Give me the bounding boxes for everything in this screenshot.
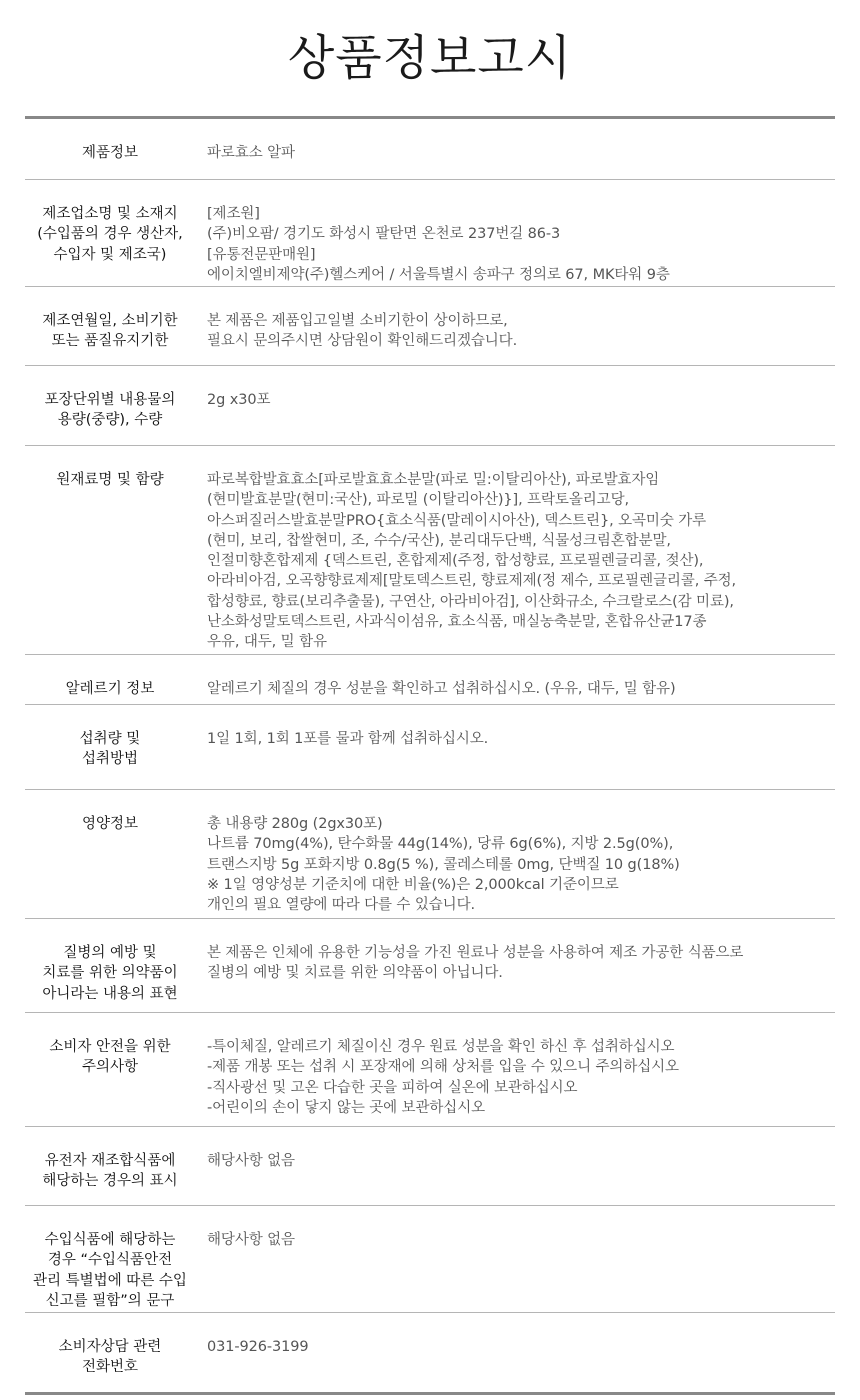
row-ingredients: [25, 446, 835, 655]
page-title: 상품정보고시: [287, 30, 573, 86]
row-label: 수입식품에 해당하는 경우 “수입식품안전 관리 특별법에 따른 수입 신고를 필함”의 문구: [33, 1232, 187, 1309]
row-label: 유전자 재조합식품에 해당하는 경우의 표시: [42, 1153, 178, 1190]
row-gmo: [25, 1127, 835, 1206]
row-label: 제품정보: [81, 145, 139, 161]
row-imported-food: [25, 1206, 835, 1313]
row-consumer-phone: [25, 1313, 835, 1395]
row-value: 알레르기 체질의 경우 성분을 확인하고 섭취하십시오. (우유, 대두, 밀 함유): [207, 681, 676, 697]
row-label: 섭취량 및 섭취방법: [79, 731, 141, 768]
row-label: 원재료명 및 함량: [56, 472, 164, 488]
row-value: 031-926-3199: [207, 1339, 309, 1355]
row-intake: [25, 705, 835, 790]
row-value: 해당사항 없음: [207, 1232, 295, 1248]
row-value: 파로효소 알파: [207, 145, 295, 161]
row-label: 포장단위별 내용물의 용량(중량), 수량: [44, 392, 176, 429]
row-label: 알레르기 정보: [65, 681, 155, 697]
row-label: 질병의 예방 및 치료를 위한 의약품이 아니라는 내용의 표현: [42, 945, 178, 1002]
row-manufacturer: [25, 180, 835, 287]
product-info-table: [25, 116, 835, 1395]
row-value: -특이체질, 알레르기 체질이신 경우 원료 성분을 확인 하신 후 섭취하십시오 -제품 개봉 또는 섭취 시 포장재에 의해 상처를 입을 수 있으니 주의하십시오 -직사광선 및 고온 다습한 곳을 피하여 실온에 보관하십시오 -어린이의 손이 닿지 않는 곳에 보관하십시오: [207, 1039, 679, 1116]
row-value: 파로복합발효효소[파로발효효소분말(파로 밀:이탈리아산), 파로발효자임 (현미발효분말(현미:국산), 파로밀 (이탈리아산)}], 프락토올리고당, 아스퍼질러스발효분말PRO{효소식품(말레이시아산), 덱스트린}, 오곡미숫 가루 (현미, 보리, 찹쌀현미, 조, 수수/국산), 분리대두단백, 식물성크림혼합분말, 인절미향혼합제제 {덱스트린, 혼합제제(주정, 합성향료, 프로필렌글리콜, 젖산), 아라비아검, 오곡향향료제제[말토덱스트린, 향료제제(정 제수, 프로필렌글리콜, 주정, 합성향료, 향료(보리추출물), 구연산, 아라비아검], 이산화규소, 수크랄로스(감 미료), 난소화성말토덱스트린, 사과식이섬유, 효소식품, 매실농축분말, 혼합유산균17종 우유, 대두, 밀 함유: [207, 472, 737, 651]
row-label: 소비자 안전을 위한 주의사항: [49, 1039, 171, 1076]
row-value: 본 제품은 인체에 유용한 기능성을 가진 원료나 성분을 사용하여 제조 가공한 식품으로 질병의 예방 및 치료를 위한 의약품이 아닙니다.: [207, 945, 744, 982]
row-not-medicine: [25, 919, 835, 1013]
row-label: 소비자상담 관련 전화번호: [58, 1339, 162, 1376]
row-value: 본 제품은 제품입고일별 소비기한이 상이하므로, 필요시 문의주시면 상담원이 확인해드리겠습니다.: [207, 313, 518, 350]
row-value: 총 내용량 280g (2gx30포) 나트륨 70mg(4%), 탄수화물 44g(14%), 당류 6g(6%), 지방 2.5g(0%), 트랜스지방 5g 포화지방 0.8g(5 %), 콜레스테롤 0mg, 단백질 10 g(18%) ※ 1일 영양성분 기준치에 대한 비율(%)은 2,000kcal 기준이므로 개인의 필요 열량에 따라 다를 수 있습니다.: [207, 816, 680, 914]
row-package: [25, 366, 835, 446]
row-value: 2g x30포: [207, 392, 271, 408]
row-expiry: [25, 287, 835, 366]
row-label: 제조연월일, 소비기한 또는 품질유지기한: [42, 313, 178, 350]
row-product-info: [25, 119, 835, 180]
row-value: [제조원] (주)비오팜/ 경기도 화성시 팔탄면 온천로 237번길 86-3 [유통전문판매원] 에이치엘비제약(주)헬스케어 / 서울특별시 송파구 정의로 67, MK타워 9층: [207, 206, 670, 283]
row-value: 1일 1회, 1회 1포를 물과 함께 섭취하십시오.: [207, 731, 489, 747]
row-allergy: [25, 655, 835, 705]
row-label: 영양정보: [81, 816, 139, 832]
row-safety-precautions: [25, 1013, 835, 1127]
row-nutrition: [25, 790, 835, 919]
row-value: 해당사항 없음: [207, 1153, 295, 1169]
row-label: 제조업소명 및 소재지 (수입품의 경우 생산자, 수입자 및 제조국): [37, 206, 183, 263]
